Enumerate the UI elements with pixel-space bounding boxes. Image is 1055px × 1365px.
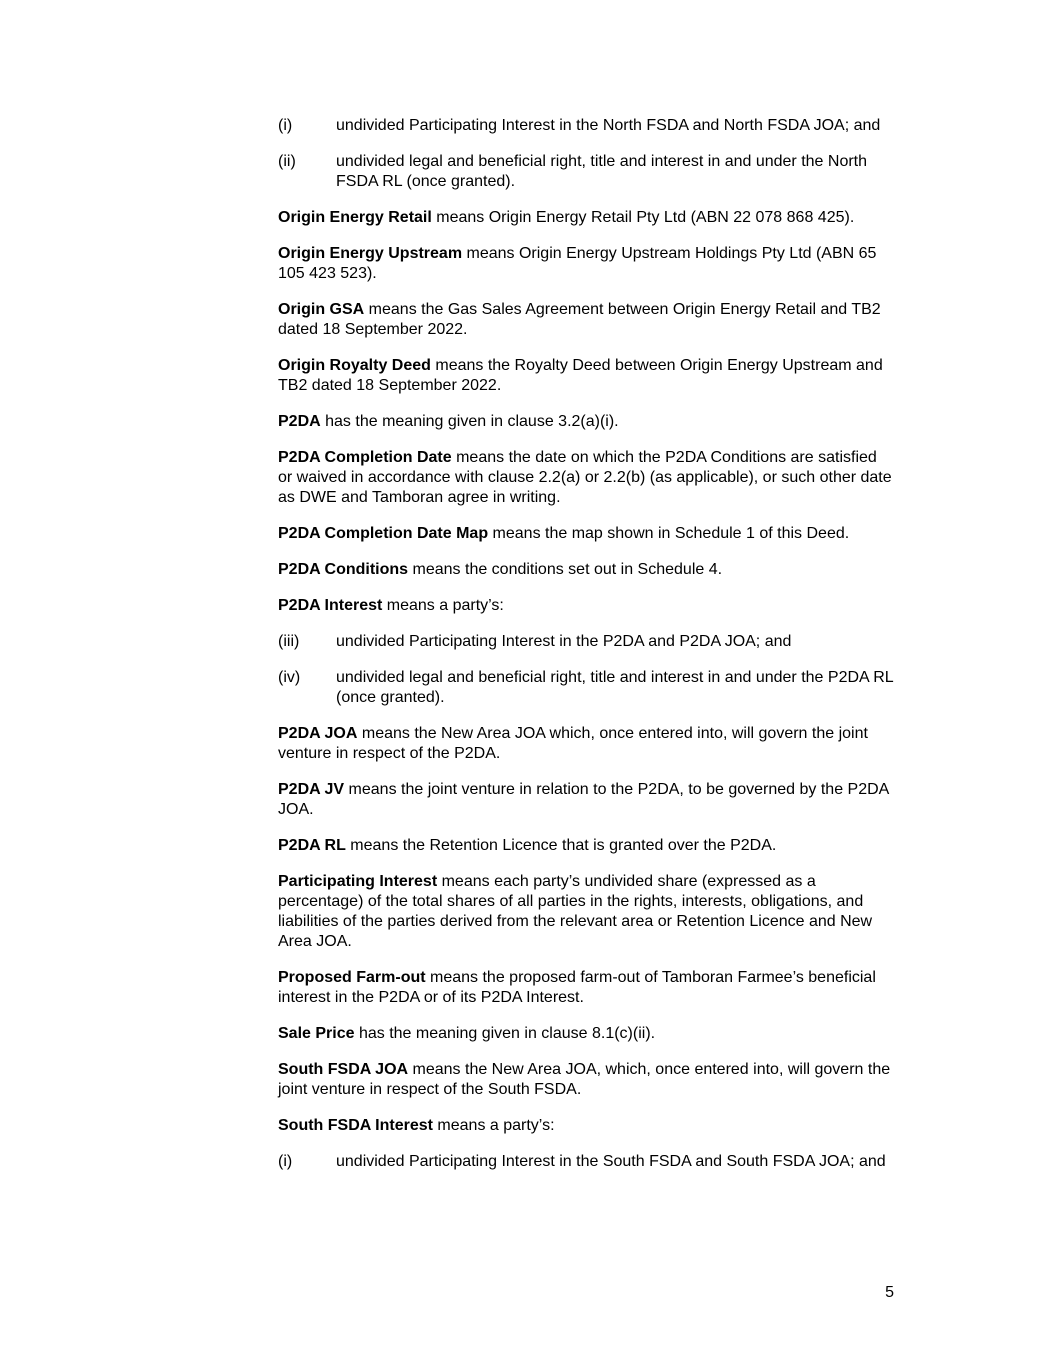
definition-p2da-jv (278, 780, 894, 820)
list-item-text: undivided Participating Interest in the North FSDA and North FSDA JOA; and (336, 117, 881, 134)
defined-term: P2DA RL (278, 837, 346, 854)
defined-term: Participating Interest (278, 873, 438, 890)
definition-origin-energy-upstream (278, 244, 894, 284)
definition-text: means the conditions set out in Schedule 4. (408, 561, 723, 578)
definition-origin-energy-retail (278, 208, 894, 228)
defined-term: South FSDA Interest (278, 1117, 433, 1134)
list-item-text: undivided legal and beneficial right, title and interest in and under the North FSDA RL (once granted). (336, 153, 868, 190)
definition-text: means a party’s: (382, 597, 504, 614)
defined-term: Proposed Farm-out (278, 969, 426, 986)
definition-p2da-interest (278, 596, 894, 616)
defined-term: P2DA Completion Date Map (278, 525, 489, 542)
definition-sale-price (278, 1024, 894, 1044)
definition-text: means each party’s undivided share (expressed as a percentage) of the total shares of all parties in the rights, interests, obligations, and liabilities of the parties derived from the relevant area or Retention Licence and New Area JOA. (278, 873, 873, 950)
defined-term: P2DA Completion Date (278, 449, 452, 466)
defined-term: P2DA JV (278, 781, 345, 798)
definition-text: means the Royalty Deed between Origin Energy Upstream and TB2 dated 18 September 2022. (278, 357, 883, 394)
definition-south-fsda-interest (278, 1116, 894, 1136)
defined-term: Origin GSA (278, 301, 365, 318)
definition-text: means Origin Energy Retail Pty Ltd (ABN 22 078 868 425). (431, 209, 855, 226)
definition-text: means the map shown in Schedule 1 of this Deed. (488, 525, 850, 542)
defined-term: South FSDA JOA (278, 1061, 409, 1078)
definition-south-fsda-joa (278, 1060, 894, 1100)
defined-term: P2DA Conditions (278, 561, 409, 578)
list-item (278, 668, 894, 708)
defined-term: Origin Royalty Deed (278, 357, 431, 374)
definition-text: means Origin Energy Upstream Holdings Pty Ltd (ABN 65 105 423 523). (278, 245, 877, 282)
list-item (278, 152, 894, 192)
definition-origin-royalty-deed (278, 356, 894, 396)
defined-term: P2DA Interest (278, 597, 383, 614)
list-item-number: (iii) (278, 633, 300, 650)
defined-term: Origin Energy Upstream (278, 245, 463, 262)
page-number: 5 (885, 1284, 894, 1301)
defined-term: Sale Price (278, 1025, 355, 1042)
definition-text: means the New Area JOA, which, once entered into, will govern the joint venture in respect of the South FSDA. (278, 1061, 891, 1098)
definition-p2da-completion-date-map (278, 524, 894, 544)
definition-text: means the proposed farm-out of Tamboran Farmee’s beneficial interest in the P2DA or of its P2DA Interest. (278, 969, 876, 1006)
definition-text: means the New Area JOA which, once entered into, will govern the joint venture in respect of the P2DA. (278, 725, 868, 762)
definition-text: means the date on which the P2DA Conditions are satisfied or waived in accordance with clause 2.2(a) or 2.2(b) (as applicable), or such other date as DWE and Tamboran agree in writing. (278, 449, 892, 506)
definition-participating-interest (278, 872, 894, 952)
definitions-body (278, 116, 894, 1188)
definition-p2da-conditions (278, 560, 894, 580)
list-item-number: (i) (278, 117, 293, 134)
definition-text: has the meaning given in clause 8.1(c)(ii). (354, 1025, 656, 1042)
definition-p2da-completion-date (278, 448, 894, 508)
definition-p2da-joa (278, 724, 894, 764)
list-item-text: undivided legal and beneficial right, title and interest in and under the P2DA RL (once granted). (336, 669, 894, 706)
list-item-number: (ii) (278, 153, 296, 170)
list-item-text: undivided Participating Interest in the South FSDA and South FSDA JOA; and (336, 1153, 886, 1170)
list-item-number: (iv) (278, 669, 301, 686)
list-item (278, 116, 894, 136)
list-item (278, 1152, 894, 1172)
definition-text: has the meaning given in clause 3.2(a)(i). (320, 413, 619, 430)
defined-term: Origin Energy Retail (278, 209, 432, 226)
definition-p2da (278, 412, 894, 432)
defined-term: P2DA JOA (278, 725, 358, 742)
definition-text: means the joint venture in relation to the P2DA, to be governed by the P2DA JOA. (278, 781, 889, 818)
definition-text: means the Retention Licence that is granted over the P2DA. (345, 837, 777, 854)
definition-text: means a party’s: (432, 1117, 555, 1134)
definition-origin-gsa (278, 300, 894, 340)
definition-proposed-farm-out (278, 968, 894, 1008)
list-item (278, 632, 894, 652)
definition-p2da-rl (278, 836, 894, 856)
definition-text: means the Gas Sales Agreement between Origin Energy Retail and TB2 dated 18 September 2022. (278, 301, 881, 338)
list-item-number: (i) (278, 1153, 293, 1170)
list-item-text: undivided Participating Interest in the P2DA and P2DA JOA; and (336, 633, 792, 650)
defined-term: P2DA (278, 413, 321, 430)
